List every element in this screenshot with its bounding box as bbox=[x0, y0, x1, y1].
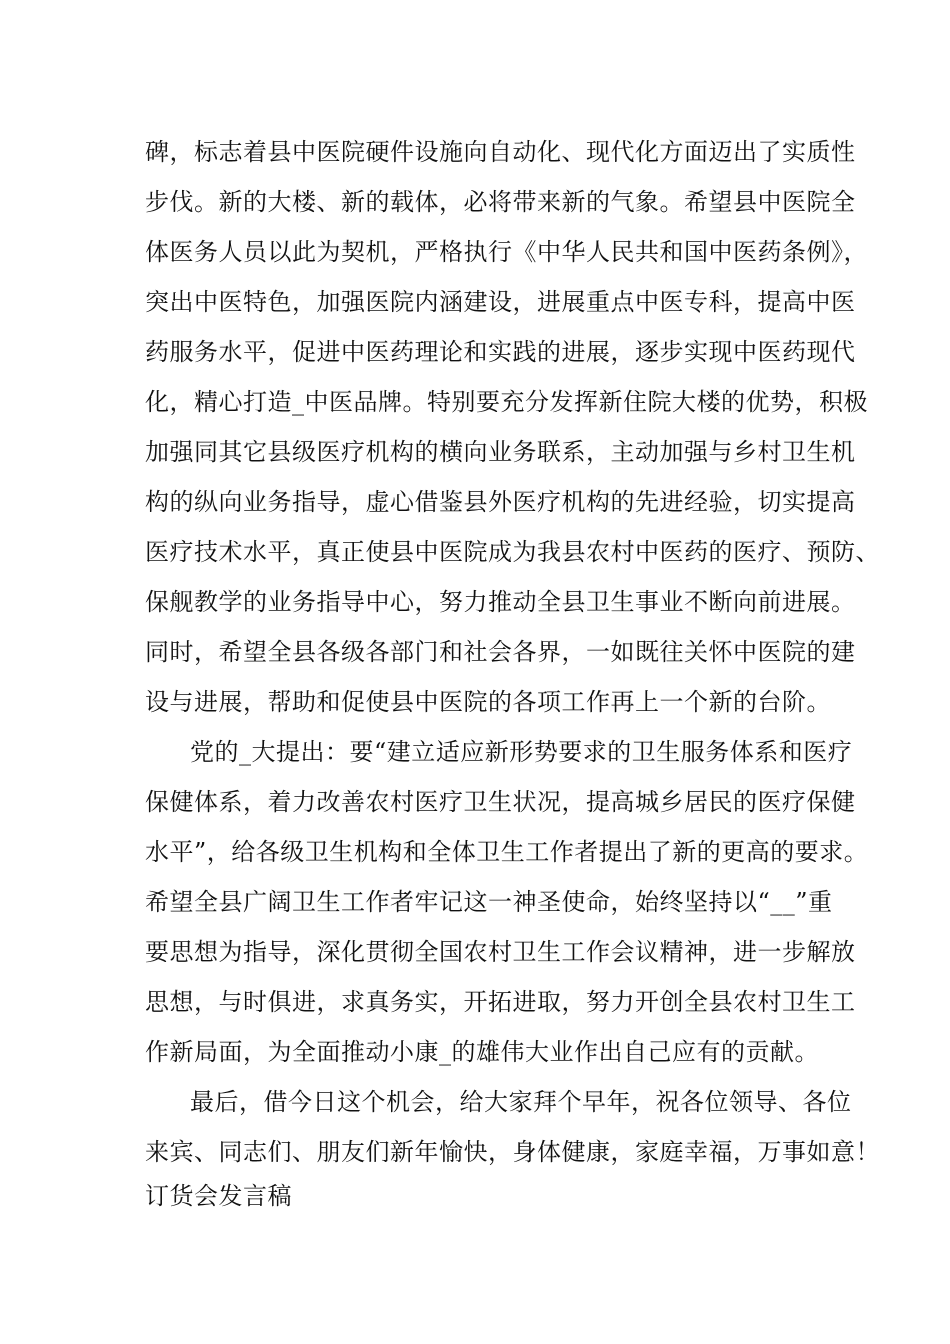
body-line: 药服务水平，促进中医药理论和实践的进展，逐步实现中医药现代 bbox=[145, 338, 856, 366]
body-line: 设与进展，帮助和促使县中医院的各项工作再上一个新的台阶。 bbox=[145, 688, 831, 716]
body-line: 保舰教学的业务指导中心，努力推动全县卫生事业不断向前进展。 bbox=[145, 588, 856, 616]
body-line: 步伐。新的大楼、新的载体，必将带来新的气象。希望县中医院全 bbox=[145, 188, 856, 216]
paragraph-first-line: 党的_大提出：要“建立适应新形势要求的卫生服务体系和医疗 bbox=[190, 738, 853, 766]
body-line: 碑，标志着县中医院硬件设施向自动化、现代化方面迈出了实质性 bbox=[145, 138, 856, 166]
body-line: 突出中医特色，加强医院内涵建设，进展重点中医专科，提高中医 bbox=[145, 288, 856, 316]
body-line: 希望全县广阔卫生工作者牢记这一神圣使命，始终坚持以“__”重 bbox=[145, 888, 833, 916]
body-line: 加强同其它县级医疗机构的横向业务联系，主动加强与乡村卫生机 bbox=[145, 438, 856, 466]
body-line: 体医务人员以此为契机，严格执行《中华人民共和国中医药条例》， bbox=[145, 238, 868, 266]
paragraph-first-line: 最后，借今日这个机会，给大家拜个早年，祝各位领导、各位 bbox=[190, 1088, 852, 1116]
body-line: 构的纵向业务指导，虚心借鉴县外医疗机构的先进经验，切实提高 bbox=[145, 488, 856, 516]
section-title: 订货会发言稿 bbox=[145, 1182, 292, 1210]
body-line: 要思想为指导，深化贯彻全国农村卫生工作会议精神，进一步解放 bbox=[145, 938, 856, 966]
body-line: 化，精心打造_中医品牌。特别要充分发挥新住院大楼的优势，积极 bbox=[145, 388, 868, 416]
body-line: 来宾、同志们、朋友们新年愉快，身体健康，家庭幸福，万事如意！ bbox=[145, 1138, 880, 1166]
body-line: 作新局面，为全面推动小康_的雄伟大业作出自己应有的贡献。 bbox=[145, 1038, 819, 1066]
body-line: 思想，与时俱进，求真务实，开拓进取，努力开创全县农村卫生工 bbox=[145, 988, 856, 1016]
body-line: 同时，希望全县各级各部门和社会各界，一如既往关怀中医院的建 bbox=[145, 638, 856, 666]
body-line: 水平”，给各级卫生机构和全体卫生工作者提出了新的更高的要求。 bbox=[145, 838, 869, 866]
body-line: 保健体系，着力改善农村医疗卫生状况，提高城乡居民的医疗保健 bbox=[145, 788, 856, 816]
body-line: 医疗技术水平，真正使县中医院成为我县农村中医药的医疗、预防、 bbox=[145, 538, 880, 566]
